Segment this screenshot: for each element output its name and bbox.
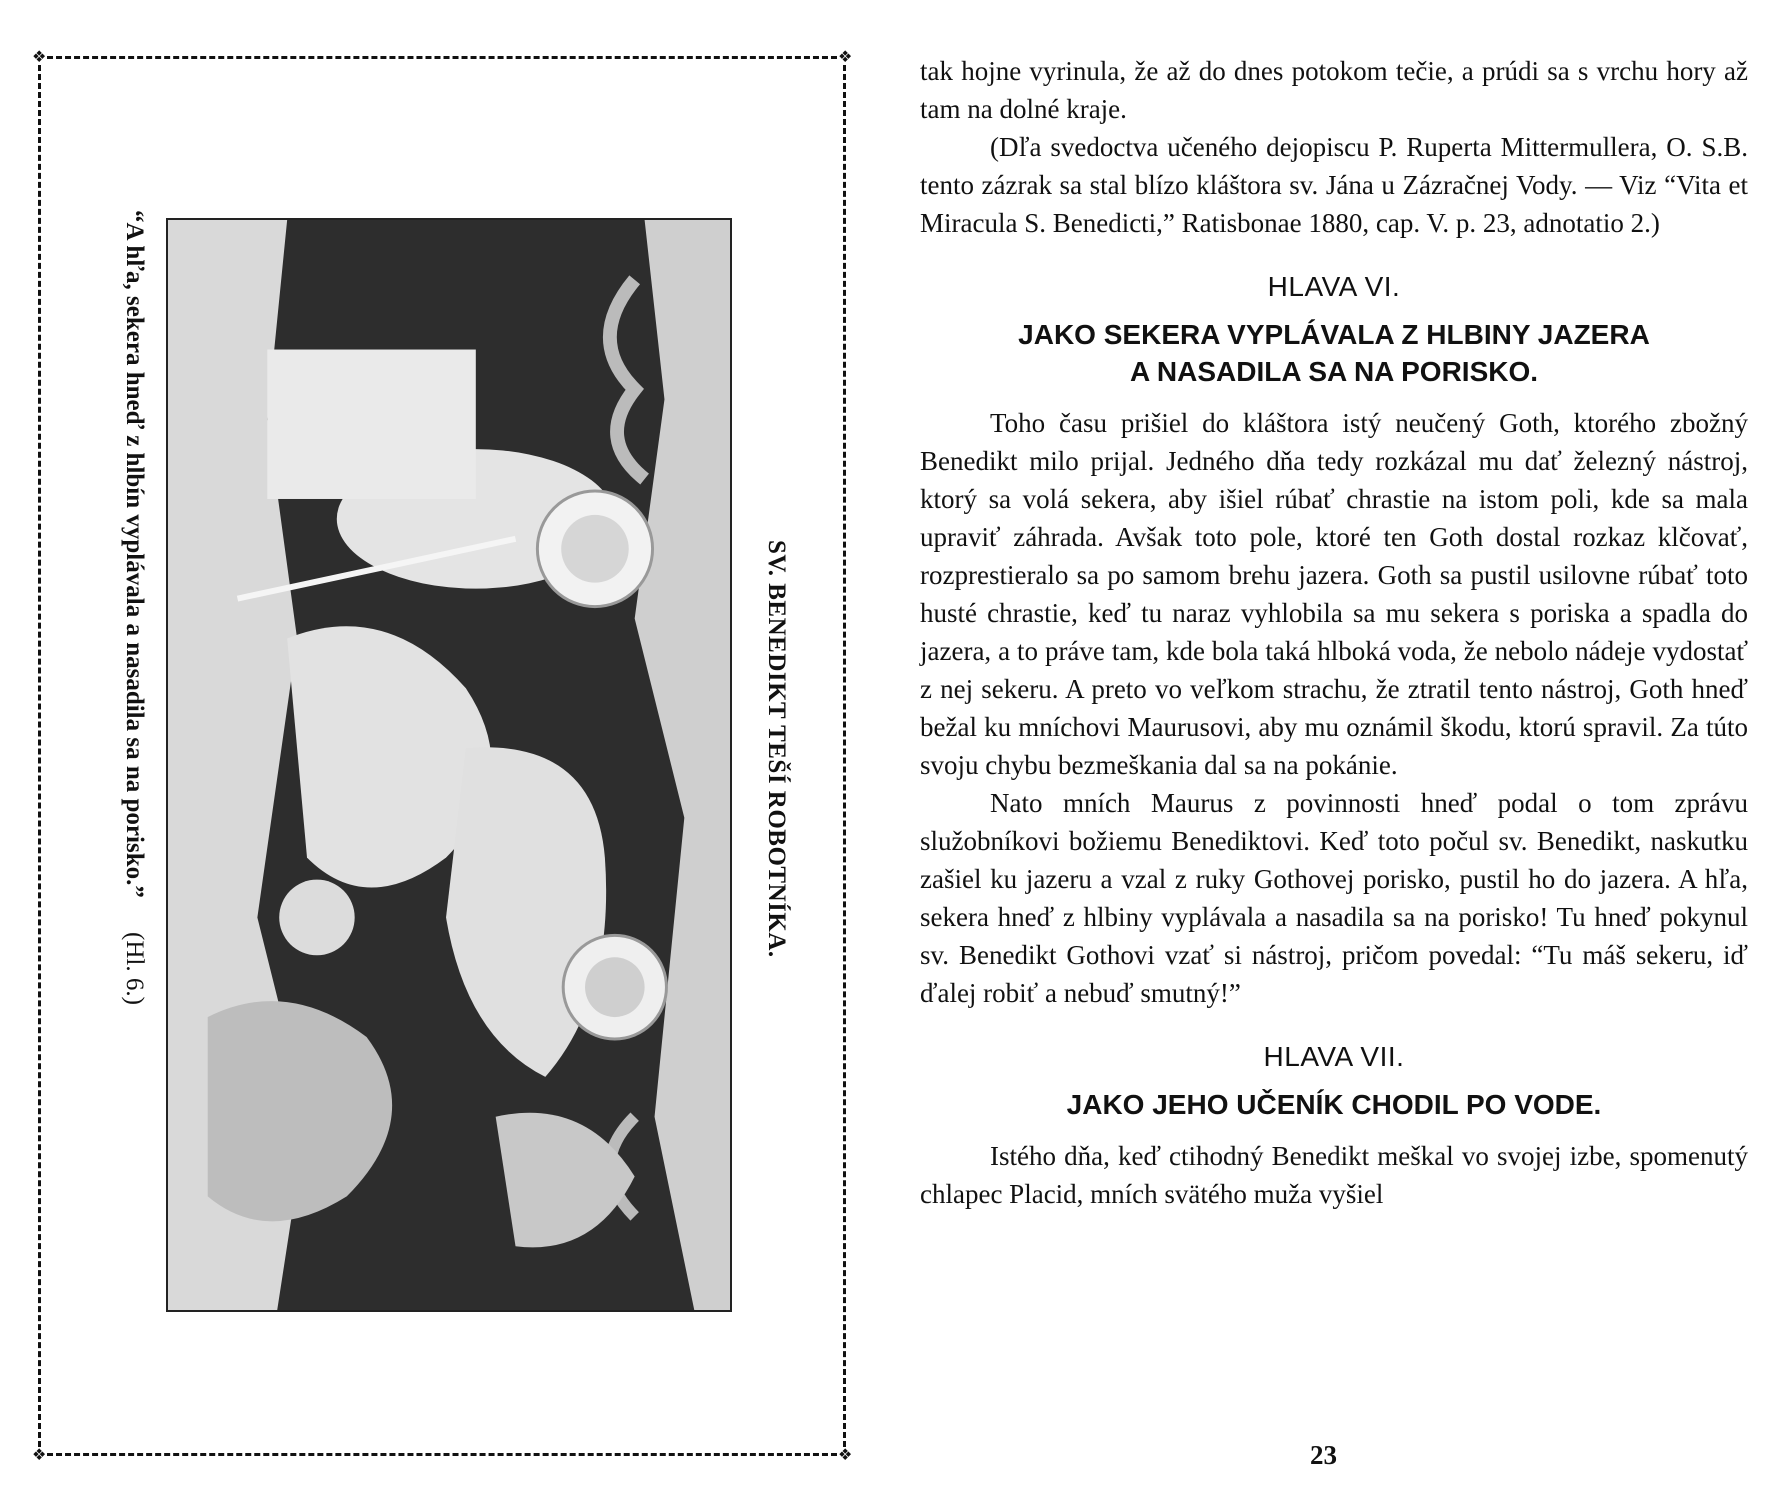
plate-caption-reference: (Hl. 6.): [121, 932, 148, 1005]
paragraph-citation: (Dľa svedoctva učeného dejopiscu P. Ruperta Mittermullera, O. S.B. tento zázrak sa stal blízo kláštora sv. Jána u Zázračnej Vody. — Viz “Vita et Miracula S. Benedicti,” Ratisbonae 1880, cap. V. p. 23, adnotatio 2.): [920, 132, 1748, 238]
plate-title: SV. BENEDIKT TEŠÍ ROBOTNÍKA.: [763, 540, 790, 958]
paragraph: Toho času prišiel do kláštora istý neučený Goth, ktorého zbožný Benedikt milo prijal. Jedného dňa tedy rozkázal mu dať železný nástroj, ktorý sa volá sekera, aby išiel rúbať chrastie na istom poli, kde sa mala upraviť záhrada. Avšak toto pole, ktoré ten Goth dostal rozkaz klčovať, rozprestieralo sa po samom brehu jazera. Goth sa pustil usilovne rúbať toto husté chrastie, keď tu naraz vyhlobila sa mu sekera s poriska a spadla do jazera, a to práve tam, kde bola taká hlboká voda, že nebolo nádeje vydostať z nej sekeru. A preto vo veľkom strachu, že ztratil tento nástroj, Goth hneď bežal ku mníchovi Maurusovi, aby mu oznámil škodu, ktorú spravil. Za túto svoju chybu bezmeškania dal sa na pokánie.: [920, 408, 1748, 780]
paragraph: Nato mních Maurus z povinnosti hneď podal o tom zprávu služobníkovi božiemu Benediktovi. Keď toto počul sv. Benedikt, naskutku zašiel ku jazeru a vzal z ruky Gothovej porisko, pustil ho do jazera. A hľa, sekera hneď z hlbiny vyplávala a nasadila sa na porisko! Tu hneď pokynul sv. Benedikt Gothovi vzať si nástroj, pričom povedal: “Tu máš sekeru, iď ďalej robiť a nebuď smutný!”: [920, 788, 1748, 1008]
frame-ornament-icon: ❖: [32, 47, 47, 66]
frame-ornament-icon: ❖: [838, 1445, 853, 1464]
chapter-title-6: [920, 316, 1748, 390]
text-page: [920, 52, 1748, 1213]
frame-ornament-icon: ❖: [32, 1445, 47, 1464]
frame-ornament-icon: ❖: [838, 47, 853, 66]
chapter-heading-7: HLAVA VII.: [1263, 1041, 1405, 1072]
paragraph: tak hojne vyrinula, že až do dnes potokom tečie, a prúdi sa s vrchu hory až tam na dolné kraje.: [920, 56, 1748, 124]
plate-caption-text: “A hľa, sekera hneď z hlbín vyplávala a nasadila sa na porisko.”: [121, 210, 148, 898]
illustration: [166, 218, 732, 1312]
chapter-title-6-line1: JAKO SEKERA VYPLÁVALA Z HLBINY JAZERA: [1018, 319, 1650, 350]
page-number: 23: [1310, 1440, 1337, 1470]
chapter-title-7: JAKO JEHO UČENÍK CHODIL PO VODE.: [1066, 1089, 1602, 1120]
chapter-title-6-line2: A NASADILA SA NA PORISKO.: [1129, 356, 1539, 387]
paragraph: Istého dňa, keď ctihodný Benedikt meškal vo svojej izbe, spomenutý chlapec Placid, mních svätého muža vyšiel: [920, 1141, 1748, 1209]
chapter-heading-6: HLAVA VI.: [1267, 271, 1401, 302]
illustration-drawing: [168, 220, 730, 1310]
plate-caption: [120, 210, 148, 1005]
